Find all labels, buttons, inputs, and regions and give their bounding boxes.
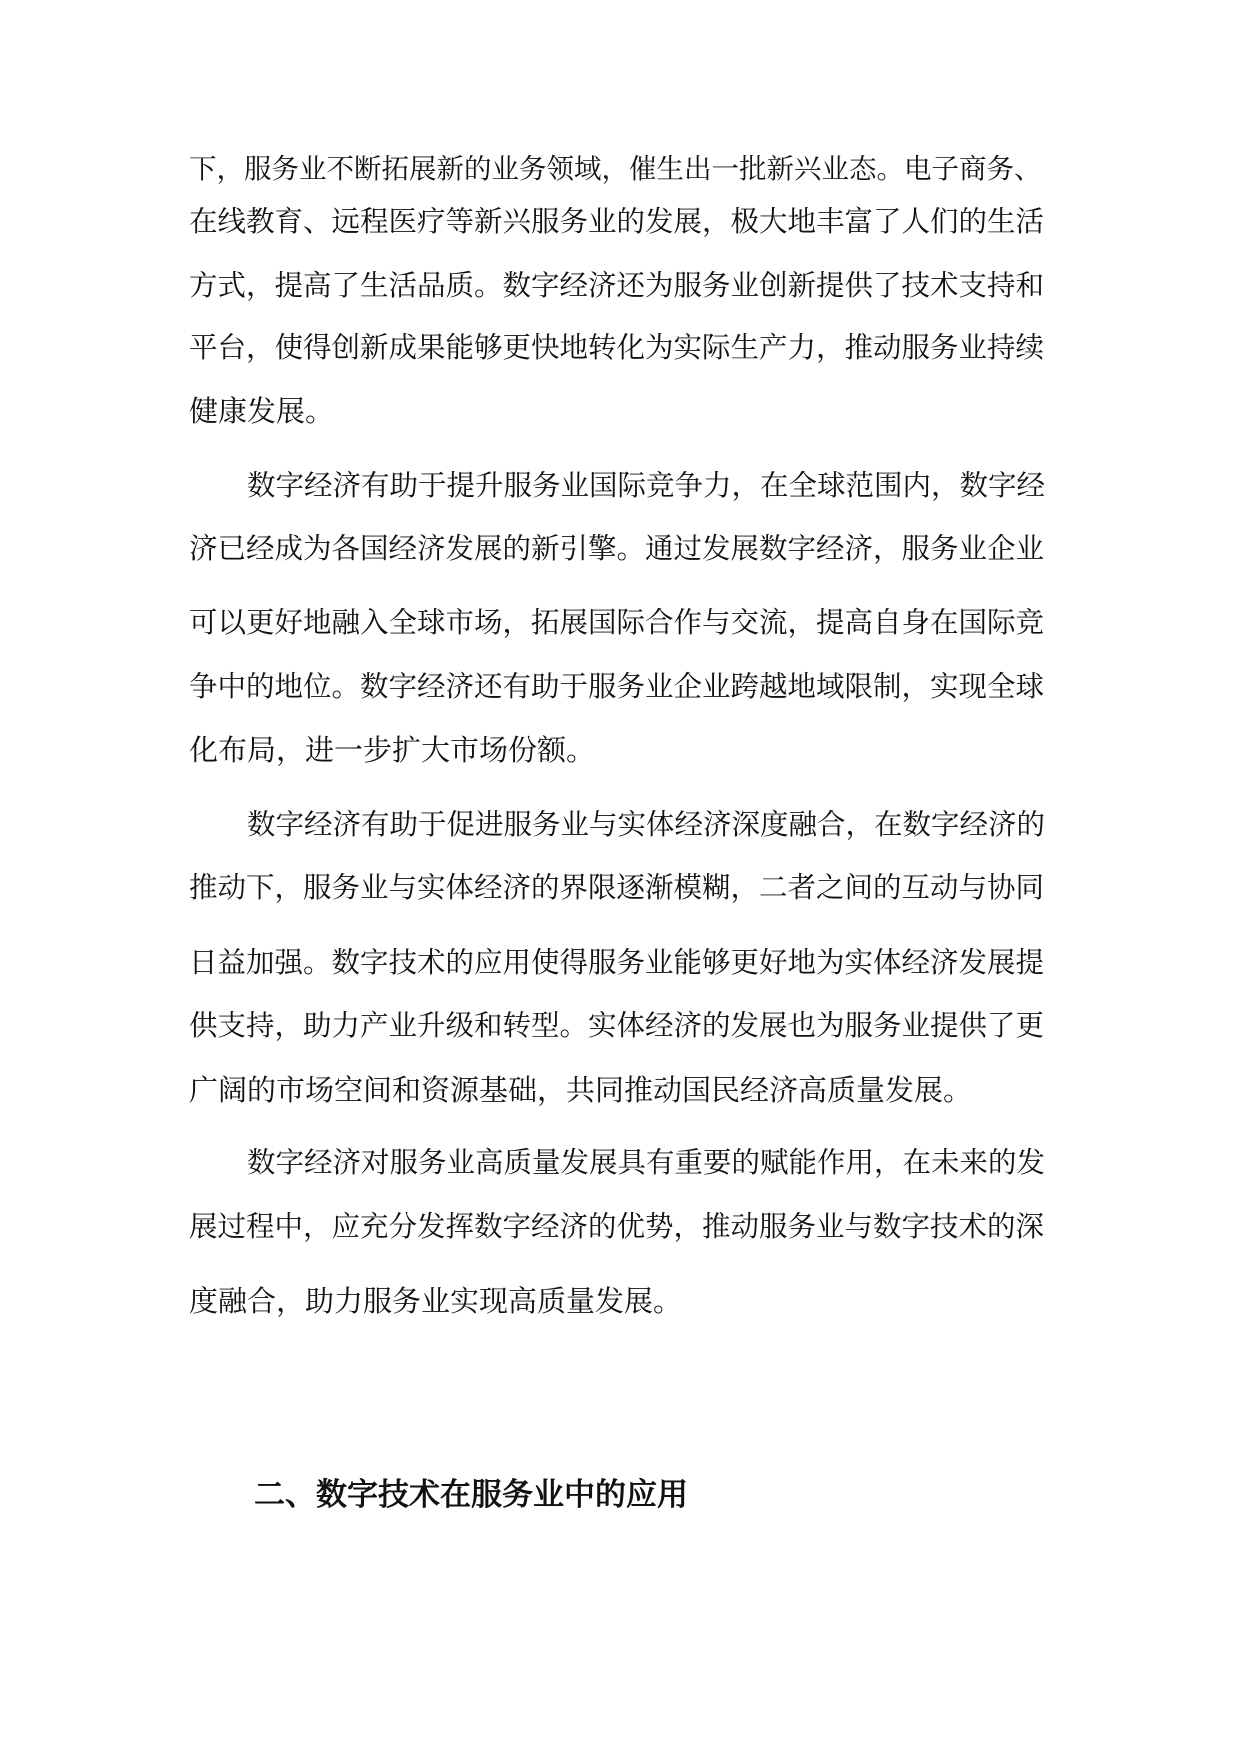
section-heading: 二、数字技术在服务业中的应用 — [254, 1477, 688, 1513]
paragraph-4-line-2: 展过程中，应充分发挥数字经济的优势，推动服务业与数字技术的深 — [189, 1210, 1045, 1243]
paragraph-3-line-4: 供支持，助力产业升级和转型。实体经济的发展也为服务业提供了更 — [189, 1009, 1045, 1042]
paragraph-2-line-1: 数字经济有助于提升服务业国际竞争力，在全球范围内，数字经 — [247, 469, 1046, 502]
paragraph-3-line-3: 日益加强。数字技术的应用使得服务业能够更好地为实体经济发展提 — [189, 946, 1045, 979]
paragraph-1-line-2: 在线教育、远程医疗等新兴服务业的发展，极大地丰富了人们的生活 — [189, 205, 1045, 238]
paragraph-1-line-4: 平台，使得创新成果能够更快地转化为实际生产力，推动服务业持续 — [189, 331, 1045, 364]
paragraph-2-line-3: 可以更好地融入全球市场，拓展国际合作与交流，提高自身在国际竞 — [189, 606, 1045, 639]
paragraph-3-line-1: 数字经济有助于促进服务业与实体经济深度融合，在数字经济的 — [247, 808, 1046, 841]
paragraph-3-line-5: 广阔的市场空间和资源基础，共同推动国民经济高质量发展。 — [189, 1073, 973, 1107]
paragraph-1-line-1: 下，服务业不断拓展新的业务领域，催生出一批新兴业态。电子商务、 — [189, 153, 1042, 185]
paragraph-4-line-3: 度融合，助力服务业实现高质量发展。 — [189, 1284, 683, 1318]
paragraph-3-line-2: 推动下，服务业与实体经济的界限逐渐模糊，二者之间的互动与协同 — [189, 871, 1045, 904]
paragraph-1-line-5: 健康发展。 — [189, 394, 335, 428]
paragraph-2-line-2: 济已经成为各国经济发展的新引擎。通过发展数字经济，服务业企业 — [189, 532, 1045, 565]
paragraph-1-line-3: 方式，提高了生活品质。数字经济还为服务业创新提供了技术支持和 — [189, 269, 1045, 302]
paragraph-2-line-5: 化布局，进一步扩大市场份额。 — [189, 733, 596, 767]
paragraph-4-line-1: 数字经济对服务业高质量发展具有重要的赋能作用，在未来的发 — [247, 1146, 1046, 1179]
paragraph-2-line-4: 争中的地位。数字经济还有助于服务业企业跨越地域限制，实现全球 — [189, 670, 1045, 703]
